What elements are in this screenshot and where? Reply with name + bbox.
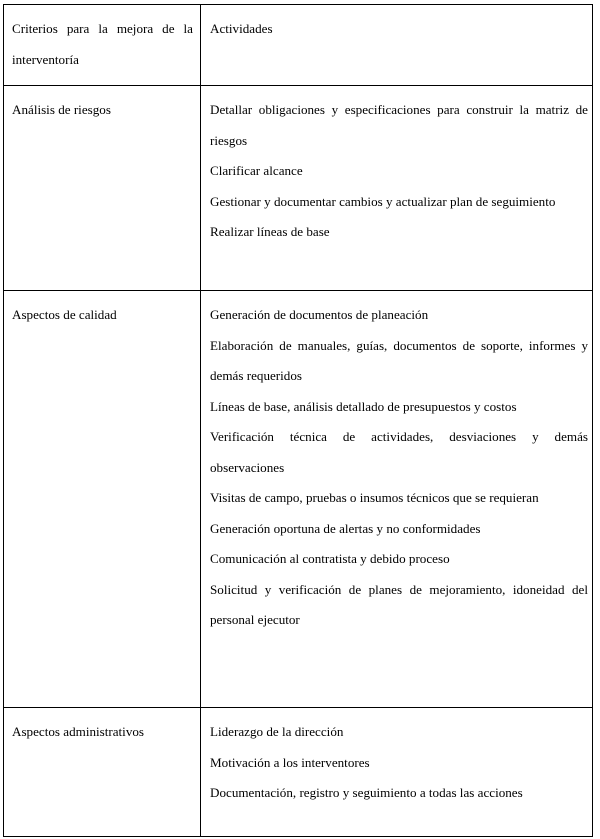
criteria-activities-table bbox=[3, 4, 593, 837]
list-item: Verificación técnica de actividades, desviaciones y demás observaciones bbox=[210, 429, 588, 475]
header-cell-actividades bbox=[201, 5, 593, 86]
header-cell-criterios bbox=[4, 5, 201, 86]
column-header-criterios: Criterios para la mejora de la interventoría bbox=[12, 21, 193, 67]
list-item: Elaboración de manuales, guías, documentos de soporte, informes y demás requeridos bbox=[210, 337, 588, 383]
list-item: Detallar obligaciones y especificaciones para construir la matriz de riesgos bbox=[210, 102, 588, 148]
criterio-label: Aspectos administrativos bbox=[12, 724, 145, 739]
row-criterio-aspectos-de-calidad bbox=[4, 291, 201, 708]
criterio-label: Análisis de riesgos bbox=[12, 102, 111, 117]
table-header-row bbox=[4, 5, 593, 86]
column-header-actividades: Actividades bbox=[210, 21, 273, 36]
table-row bbox=[4, 708, 593, 837]
list-item: Generación de documentos de planeación bbox=[210, 307, 429, 322]
list-item: Gestionar y documentar cambios y actualizar plan de seguimiento bbox=[210, 193, 556, 209]
table-row bbox=[4, 86, 593, 291]
list-item: Generación oportuna de alertas y no conformidades bbox=[210, 520, 481, 536]
list-item: Comunicación al contratista y debido proceso bbox=[210, 551, 450, 566]
criterio-label: Aspectos de calidad bbox=[12, 307, 117, 322]
table-row bbox=[4, 291, 593, 708]
list-item: Motivación a los interventores bbox=[210, 754, 370, 770]
list-item: Documentación, registro y seguimiento a todas las acciones bbox=[210, 785, 523, 800]
list-item: Visitas de campo, pruebas o insumos técnicos que se requieran bbox=[210, 490, 539, 505]
list-item: Líneas de base, análisis detallado de presupuestos y costos bbox=[210, 398, 517, 414]
row-actividades-aspectos-de-calidad bbox=[201, 291, 593, 708]
row-criterio-aspectos-administrativos bbox=[4, 708, 201, 837]
list-item: Realizar líneas de base bbox=[210, 224, 330, 239]
list-item: Liderazgo de la dirección bbox=[210, 724, 344, 739]
row-actividades-aspectos-administrativos bbox=[201, 708, 593, 837]
list-item: Clarificar alcance bbox=[210, 163, 303, 178]
table-container bbox=[3, 4, 592, 837]
list-item: Solicitud y verificación de planes de mejoramiento, idoneidad del personal ejecutor bbox=[210, 581, 588, 627]
row-actividades-analisis-de-riesgos bbox=[201, 86, 593, 291]
row-criterio-analisis-de-riesgos bbox=[4, 86, 201, 291]
